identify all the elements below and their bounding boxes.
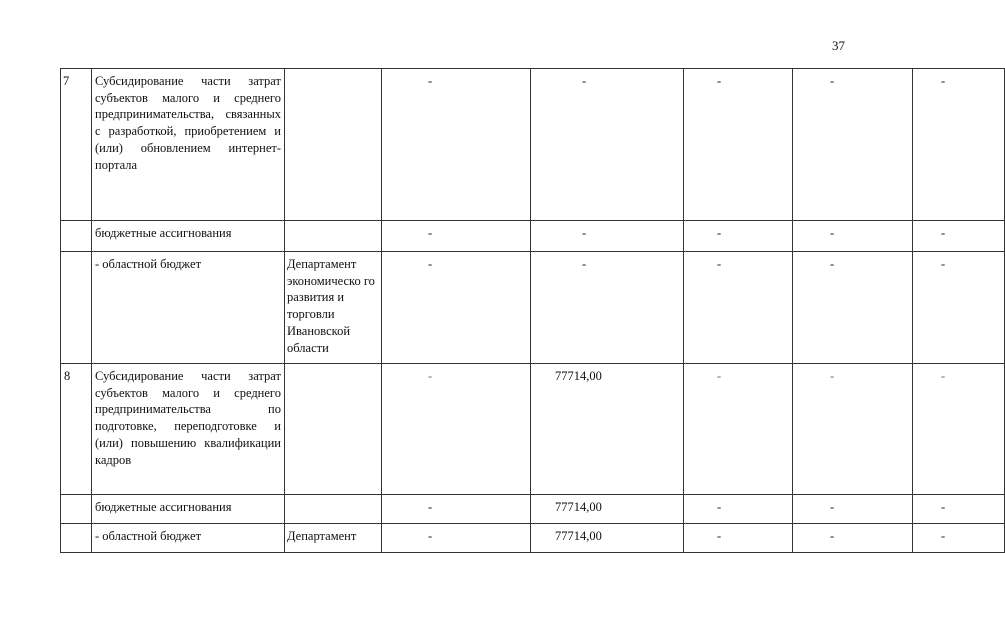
table-row — [61, 221, 1005, 252]
measure-name: - областной бюджет — [92, 524, 285, 553]
value-cell: - — [684, 69, 793, 221]
value-cell: - — [382, 221, 531, 252]
value-cell: - — [531, 221, 684, 252]
executor — [285, 364, 382, 495]
value-cell: - — [382, 524, 531, 553]
value-cell: - — [684, 524, 793, 553]
value-cell: - — [382, 364, 531, 495]
executor — [285, 495, 382, 524]
value-cell: - — [684, 221, 793, 252]
value-cell: - — [684, 252, 793, 364]
value-cell: - — [531, 252, 684, 364]
value-cell: - — [793, 495, 913, 524]
value-cell: - — [793, 221, 913, 252]
measure-name: - областной бюджет — [92, 252, 285, 364]
value-cell: - — [913, 524, 1005, 553]
measure-name: Субсидирование части затрат субъектов малого и среднего предпринимательства по подготовке, переподготовке и (или) повышению квалификации кадров — [92, 364, 285, 495]
value-cell: 77714,00 — [531, 364, 684, 495]
measure-name: Субсидирование части затрат субъектов малого и среднего предпринимательства, связанных с разработкой, приобретением и (или) обновлением интернет-портала — [92, 69, 285, 221]
page-number: 37 — [832, 38, 845, 53]
row-number — [61, 495, 92, 524]
table-row — [61, 364, 1005, 495]
value-cell: - — [382, 495, 531, 524]
row-number: 7 — [61, 69, 92, 221]
value-cell: - — [793, 524, 913, 553]
value-cell: 77714,00 — [531, 524, 684, 553]
executor — [285, 221, 382, 252]
value-cell: - — [793, 364, 913, 495]
row-number — [61, 221, 92, 252]
value-cell: - — [382, 69, 531, 221]
table-row — [61, 524, 1005, 553]
row-number — [61, 252, 92, 364]
value-cell: - — [382, 252, 531, 364]
row-number — [61, 524, 92, 553]
table-row — [61, 69, 1005, 221]
value-cell: - — [684, 364, 793, 495]
executor: Департамент — [285, 524, 382, 553]
executor — [285, 69, 382, 221]
value-cell: - — [913, 364, 1005, 495]
value-cell: 77714,00 — [531, 495, 684, 524]
value-cell: - — [793, 69, 913, 221]
measure-name: бюджетные ассигнования — [92, 221, 285, 252]
row-number: 8 — [61, 364, 92, 495]
value-cell: - — [793, 252, 913, 364]
measure-name: бюджетные ассигнования — [92, 495, 285, 524]
budget-table — [60, 68, 1005, 553]
value-cell: - — [913, 69, 1005, 221]
value-cell: - — [531, 69, 684, 221]
value-cell: - — [913, 221, 1005, 252]
value-cell: - — [684, 495, 793, 524]
value-cell: - — [913, 252, 1005, 364]
table-row — [61, 252, 1005, 364]
executor: Департамент экономическо го развития и торговли Ивановской области — [285, 252, 382, 364]
table-row — [61, 495, 1005, 524]
value-cell: - — [913, 495, 1005, 524]
